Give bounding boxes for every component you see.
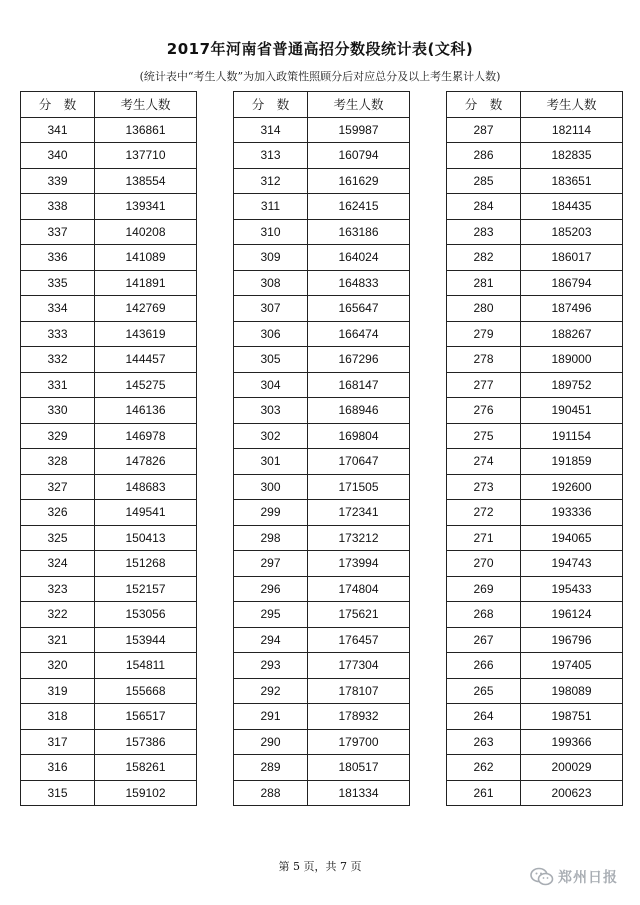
score-cell: 315 <box>21 780 95 806</box>
score-cell: 270 <box>447 551 521 577</box>
table-row <box>447 347 623 373</box>
score-cell: 322 <box>21 602 95 628</box>
count-cell: 184435 <box>521 194 623 220</box>
table-row <box>234 602 410 628</box>
score-cell: 294 <box>234 627 308 653</box>
score-cell: 312 <box>234 168 308 194</box>
table-row <box>21 525 197 551</box>
score-cell: 323 <box>21 576 95 602</box>
table-row <box>21 602 197 628</box>
score-cell: 277 <box>447 372 521 398</box>
table-row <box>447 474 623 500</box>
count-cell: 180517 <box>308 755 410 781</box>
score-cell: 328 <box>21 449 95 475</box>
score-cell: 309 <box>234 245 308 271</box>
score-cell: 325 <box>21 525 95 551</box>
count-cell: 155668 <box>95 678 197 704</box>
score-cell: 304 <box>234 372 308 398</box>
count-cell: 154811 <box>95 653 197 679</box>
score-cell: 306 <box>234 321 308 347</box>
score-cell: 281 <box>447 270 521 296</box>
count-cell: 137710 <box>95 143 197 169</box>
table-row <box>447 525 623 551</box>
table-row <box>234 474 410 500</box>
count-cell: 196796 <box>521 627 623 653</box>
count-cell: 194743 <box>521 551 623 577</box>
score-cell: 319 <box>21 678 95 704</box>
count-cell: 175621 <box>308 602 410 628</box>
count-cell: 186794 <box>521 270 623 296</box>
table-row <box>21 219 197 245</box>
count-cell: 185203 <box>521 219 623 245</box>
count-cell: 189752 <box>521 372 623 398</box>
score-cell: 278 <box>447 347 521 373</box>
table-row <box>21 296 197 322</box>
table-row <box>447 704 623 730</box>
score-cell: 317 <box>21 729 95 755</box>
count-cell: 159987 <box>308 117 410 143</box>
table-row <box>21 449 197 475</box>
table-row <box>21 321 197 347</box>
count-cell: 145275 <box>95 372 197 398</box>
score-cell: 300 <box>234 474 308 500</box>
table-row <box>447 372 623 398</box>
count-cell: 144457 <box>95 347 197 373</box>
table-row <box>234 576 410 602</box>
count-cell: 136861 <box>95 117 197 143</box>
table-row <box>447 500 623 526</box>
table-row <box>234 245 410 271</box>
header-count: 考生人数 <box>95 92 197 118</box>
score-cell: 339 <box>21 168 95 194</box>
count-cell: 149541 <box>95 500 197 526</box>
header-row <box>21 92 197 118</box>
page-title: 2017年河南省普通高招分数段统计表(文科) <box>166 40 474 58</box>
score-cell: 305 <box>234 347 308 373</box>
table-row <box>234 449 410 475</box>
score-cell: 303 <box>234 398 308 424</box>
count-cell: 153944 <box>95 627 197 653</box>
table-row <box>234 704 410 730</box>
count-cell: 162415 <box>308 194 410 220</box>
count-cell: 143619 <box>95 321 197 347</box>
count-cell: 173212 <box>308 525 410 551</box>
score-cell: 321 <box>21 627 95 653</box>
score-cell: 341 <box>21 117 95 143</box>
table-row <box>21 678 197 704</box>
score-cell: 316 <box>21 755 95 781</box>
score-cell: 271 <box>447 525 521 551</box>
count-cell: 192600 <box>521 474 623 500</box>
header-score: 分 数 <box>234 92 308 118</box>
table-row <box>234 321 410 347</box>
score-cell: 302 <box>234 423 308 449</box>
header-count: 考生人数 <box>308 92 410 118</box>
score-cell: 326 <box>21 500 95 526</box>
score-cell: 314 <box>234 117 308 143</box>
count-cell: 147826 <box>95 449 197 475</box>
score-cell: 261 <box>447 780 521 806</box>
count-cell: 178107 <box>308 678 410 704</box>
table-row <box>234 219 410 245</box>
table-row <box>234 729 410 755</box>
table-row <box>447 755 623 781</box>
count-cell: 200623 <box>521 780 623 806</box>
watermark-text: 郑州日报 <box>558 870 618 886</box>
table-row <box>21 270 197 296</box>
table-row <box>234 780 410 806</box>
count-cell: 141891 <box>95 270 197 296</box>
table-row <box>21 168 197 194</box>
count-cell: 153056 <box>95 602 197 628</box>
table-row <box>21 755 197 781</box>
header-count: 考生人数 <box>521 92 623 118</box>
count-cell: 181334 <box>308 780 410 806</box>
count-cell: 198751 <box>521 704 623 730</box>
table-row <box>234 143 410 169</box>
score-cell: 289 <box>234 755 308 781</box>
score-cell: 266 <box>447 653 521 679</box>
count-cell: 152157 <box>95 576 197 602</box>
count-cell: 173994 <box>308 551 410 577</box>
count-cell: 172341 <box>308 500 410 526</box>
score-cell: 330 <box>21 398 95 424</box>
score-cell: 274 <box>447 449 521 475</box>
table-row <box>21 372 197 398</box>
table-row <box>21 398 197 424</box>
count-cell: 194065 <box>521 525 623 551</box>
count-cell: 182114 <box>521 117 623 143</box>
score-cell: 334 <box>21 296 95 322</box>
watermark <box>530 866 635 888</box>
score-table-1 <box>20 91 197 806</box>
count-cell: 178932 <box>308 704 410 730</box>
count-cell: 195433 <box>521 576 623 602</box>
table-row <box>447 296 623 322</box>
count-cell: 138554 <box>95 168 197 194</box>
page-footer: 第 5 页，共 7 页 <box>278 860 362 873</box>
count-cell: 157386 <box>95 729 197 755</box>
table-row <box>234 755 410 781</box>
score-cell: 331 <box>21 372 95 398</box>
count-cell: 177304 <box>308 653 410 679</box>
table-row <box>21 551 197 577</box>
score-cell: 297 <box>234 551 308 577</box>
score-cell: 286 <box>447 143 521 169</box>
header-score: 分 数 <box>447 92 521 118</box>
table-row <box>234 194 410 220</box>
score-cell: 269 <box>447 576 521 602</box>
table-row <box>21 653 197 679</box>
count-cell: 179700 <box>308 729 410 755</box>
score-cell: 332 <box>21 347 95 373</box>
score-cell: 338 <box>21 194 95 220</box>
count-cell: 151268 <box>95 551 197 577</box>
count-cell: 156517 <box>95 704 197 730</box>
table-row <box>21 627 197 653</box>
table-row <box>234 678 410 704</box>
table-row <box>447 245 623 271</box>
count-cell: 140208 <box>95 219 197 245</box>
count-cell: 141089 <box>95 245 197 271</box>
score-cell: 268 <box>447 602 521 628</box>
table-row <box>234 347 410 373</box>
score-cell: 308 <box>234 270 308 296</box>
score-cell: 333 <box>21 321 95 347</box>
table-row <box>21 500 197 526</box>
count-cell: 158261 <box>95 755 197 781</box>
count-cell: 188267 <box>521 321 623 347</box>
score-cell: 288 <box>234 780 308 806</box>
score-cell: 337 <box>21 219 95 245</box>
table-row <box>447 780 623 806</box>
header-score: 分 数 <box>21 92 95 118</box>
score-cell: 264 <box>447 704 521 730</box>
table-row <box>21 729 197 755</box>
count-cell: 168946 <box>308 398 410 424</box>
count-cell: 191154 <box>521 423 623 449</box>
score-cell: 335 <box>21 270 95 296</box>
score-table-3 <box>446 91 623 806</box>
table-row <box>234 398 410 424</box>
table-row <box>234 423 410 449</box>
count-cell: 163186 <box>308 219 410 245</box>
count-cell: 176457 <box>308 627 410 653</box>
count-cell: 197405 <box>521 653 623 679</box>
score-cell: 284 <box>447 194 521 220</box>
score-cell: 291 <box>234 704 308 730</box>
table-row <box>447 678 623 704</box>
count-cell: 168147 <box>308 372 410 398</box>
score-cell: 340 <box>21 143 95 169</box>
score-cell: 310 <box>234 219 308 245</box>
count-cell: 189000 <box>521 347 623 373</box>
count-cell: 160794 <box>308 143 410 169</box>
table-row <box>447 219 623 245</box>
table-row <box>234 500 410 526</box>
count-cell: 150413 <box>95 525 197 551</box>
table-row <box>21 423 197 449</box>
score-cell: 329 <box>21 423 95 449</box>
score-cell: 275 <box>447 423 521 449</box>
table-row <box>447 117 623 143</box>
header-row <box>234 92 410 118</box>
score-cell: 283 <box>447 219 521 245</box>
score-cell: 320 <box>21 653 95 679</box>
table-row <box>21 474 197 500</box>
count-cell: 148683 <box>95 474 197 500</box>
score-cell: 265 <box>447 678 521 704</box>
count-cell: 174804 <box>308 576 410 602</box>
count-cell: 146136 <box>95 398 197 424</box>
score-cell: 293 <box>234 653 308 679</box>
count-cell: 171505 <box>308 474 410 500</box>
score-cell: 263 <box>447 729 521 755</box>
count-cell: 199366 <box>521 729 623 755</box>
table-row <box>234 296 410 322</box>
count-cell: 191859 <box>521 449 623 475</box>
score-cell: 336 <box>21 245 95 271</box>
score-cell: 262 <box>447 755 521 781</box>
table-row <box>447 143 623 169</box>
table-row <box>447 729 623 755</box>
score-cell: 301 <box>234 449 308 475</box>
count-cell: 170647 <box>308 449 410 475</box>
table-row <box>234 270 410 296</box>
count-cell: 190451 <box>521 398 623 424</box>
score-cell: 295 <box>234 602 308 628</box>
table-row <box>21 117 197 143</box>
table-row <box>21 704 197 730</box>
score-cell: 279 <box>447 321 521 347</box>
score-cell: 290 <box>234 729 308 755</box>
score-table-2 <box>233 91 410 806</box>
count-cell: 196124 <box>521 602 623 628</box>
score-cell: 318 <box>21 704 95 730</box>
count-cell: 146978 <box>95 423 197 449</box>
table-row <box>447 423 623 449</box>
table-row <box>447 168 623 194</box>
score-cell: 327 <box>21 474 95 500</box>
table-row <box>447 653 623 679</box>
count-cell: 166474 <box>308 321 410 347</box>
table-row <box>234 627 410 653</box>
count-cell: 182835 <box>521 143 623 169</box>
table-row <box>234 653 410 679</box>
table-row <box>447 627 623 653</box>
score-cell: 296 <box>234 576 308 602</box>
table-row <box>447 551 623 577</box>
table-row <box>21 194 197 220</box>
count-cell: 142769 <box>95 296 197 322</box>
count-cell: 164024 <box>308 245 410 271</box>
table-row <box>21 245 197 271</box>
table-note: (统计表中“考生人数”为加入政策性照顾分后对应总分及以上考生累计人数) <box>139 70 501 83</box>
score-cell: 313 <box>234 143 308 169</box>
score-cell: 273 <box>447 474 521 500</box>
table-row <box>447 449 623 475</box>
score-cell: 285 <box>447 168 521 194</box>
score-cell: 272 <box>447 500 521 526</box>
table-row <box>447 194 623 220</box>
score-cell: 280 <box>447 296 521 322</box>
count-cell: 186017 <box>521 245 623 271</box>
score-cell: 324 <box>21 551 95 577</box>
score-cell: 282 <box>447 245 521 271</box>
table-row <box>21 143 197 169</box>
score-cell: 287 <box>447 117 521 143</box>
table-row <box>21 576 197 602</box>
count-cell: 187496 <box>521 296 623 322</box>
count-cell: 169804 <box>308 423 410 449</box>
table-row <box>234 525 410 551</box>
table-row <box>447 398 623 424</box>
score-cell: 292 <box>234 678 308 704</box>
score-cell: 299 <box>234 500 308 526</box>
wechat-icon <box>530 867 554 887</box>
table-row <box>234 168 410 194</box>
header-row <box>447 92 623 118</box>
count-cell: 164833 <box>308 270 410 296</box>
score-cell: 311 <box>234 194 308 220</box>
table-row <box>447 321 623 347</box>
score-cell: 307 <box>234 296 308 322</box>
table-row <box>234 551 410 577</box>
table-row <box>447 270 623 296</box>
table-row <box>234 372 410 398</box>
count-cell: 167296 <box>308 347 410 373</box>
table-row <box>447 576 623 602</box>
count-cell: 198089 <box>521 678 623 704</box>
table-row <box>447 602 623 628</box>
table-row <box>21 347 197 373</box>
score-cell: 267 <box>447 627 521 653</box>
count-cell: 165647 <box>308 296 410 322</box>
count-cell: 139341 <box>95 194 197 220</box>
score-cell: 298 <box>234 525 308 551</box>
table-row <box>21 780 197 806</box>
table-row <box>234 117 410 143</box>
score-cell: 276 <box>447 398 521 424</box>
count-cell: 183651 <box>521 168 623 194</box>
count-cell: 161629 <box>308 168 410 194</box>
count-cell: 200029 <box>521 755 623 781</box>
count-cell: 193336 <box>521 500 623 526</box>
count-cell: 159102 <box>95 780 197 806</box>
